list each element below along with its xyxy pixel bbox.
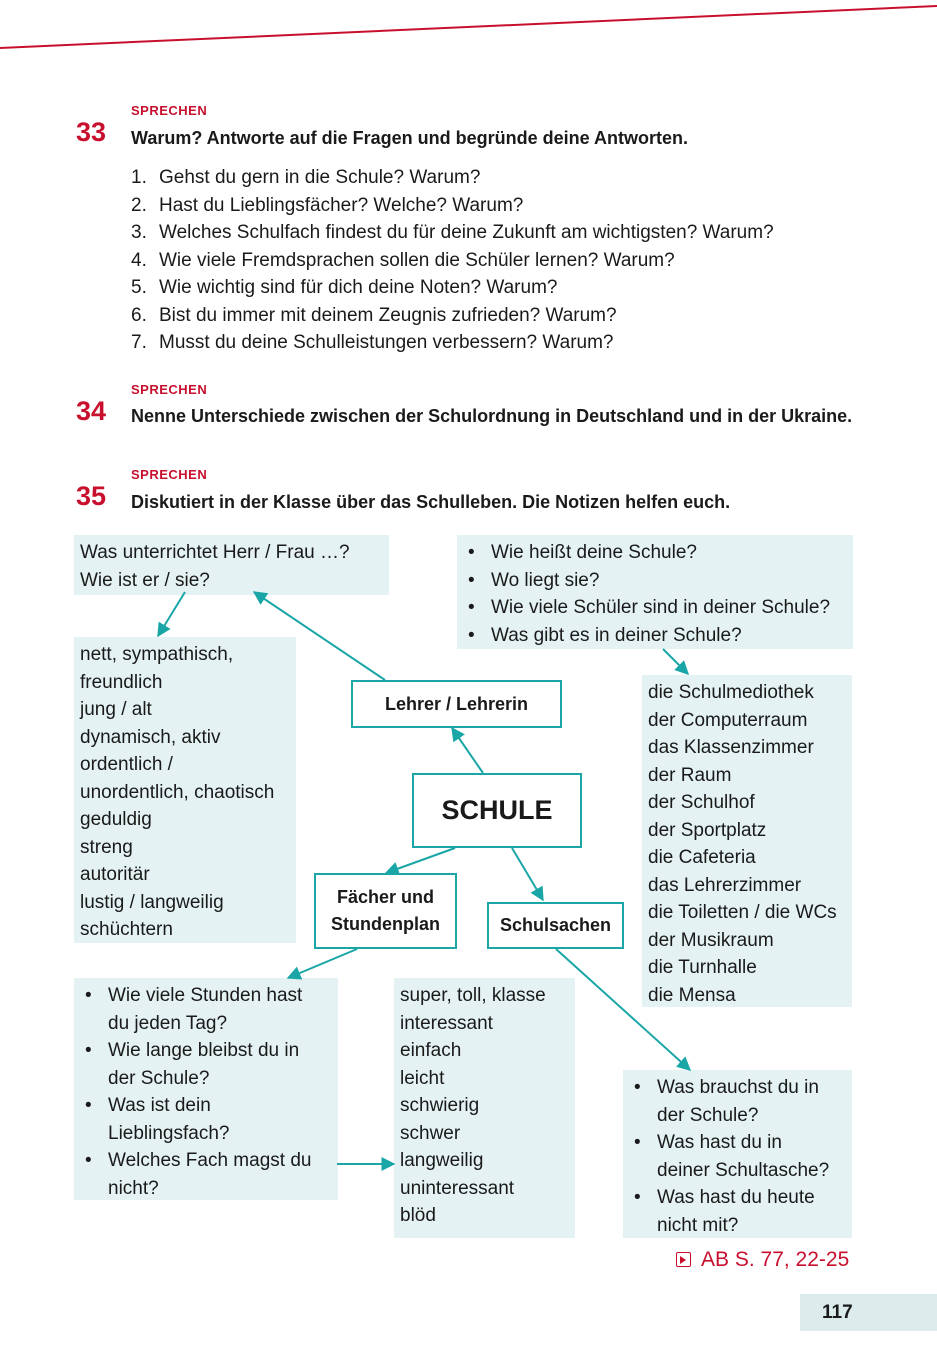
node-subjects bbox=[314, 873, 457, 949]
list-item: • Wie heißt deine Schule? bbox=[463, 539, 847, 567]
text-line: ordentlich / bbox=[80, 754, 173, 775]
arrow bbox=[288, 949, 357, 978]
exercise-35-number: 35 bbox=[76, 481, 107, 511]
text-line: der Musikraum bbox=[648, 929, 774, 951]
exercise-33-tag: SPRECHEN bbox=[131, 103, 208, 118]
list-item: • Was ist dein Lieblingsfach? bbox=[80, 1092, 332, 1147]
question-item: 5. Wie wichtig sind für dich deine Noten? Warum? bbox=[131, 277, 558, 298]
text-line: jung / alt bbox=[80, 699, 152, 720]
question-item: 4. Wie viele Fremdsprachen sollen die Schüler lernen? Warum? bbox=[131, 249, 675, 271]
text-line: autoritär bbox=[80, 864, 150, 885]
arrow bbox=[512, 848, 543, 900]
exercise-33-number: 33 bbox=[76, 117, 107, 147]
text-line: die Toiletten / die WCs bbox=[648, 902, 837, 923]
text-line: nett, sympathisch, bbox=[80, 644, 234, 665]
text-line: die Schulmediothek bbox=[648, 682, 814, 703]
list-item: • Wie viele Stunden hast du jeden Tag? bbox=[80, 982, 332, 1037]
list-item: • Wo liegt sie? bbox=[463, 567, 847, 595]
exercise-33-questions bbox=[131, 164, 774, 357]
header-rule bbox=[0, 0, 937, 60]
workbook-reference[interactable] bbox=[676, 1248, 849, 1272]
list-item: • Was hast du heute nicht mit? bbox=[629, 1184, 846, 1239]
text-line: blöd bbox=[400, 1205, 436, 1226]
question-item: 3. Welches Schulfach findest du für deine Zukunft am wichtigsten? Warum? bbox=[131, 222, 774, 243]
text-line: der Raum bbox=[648, 764, 732, 786]
arrow bbox=[386, 848, 455, 873]
exercise-34-tag: SPRECHEN bbox=[131, 382, 208, 397]
question-item: 7. Musst du deine Schulleistungen verbessern? Warum? bbox=[131, 332, 614, 353]
text-line: schüchtern bbox=[80, 919, 173, 940]
teacher-question-box bbox=[74, 535, 389, 595]
text-line: leicht bbox=[400, 1067, 445, 1089]
text-line: die Cafeteria bbox=[648, 847, 756, 868]
node-subjects-line: Stundenplan bbox=[331, 914, 440, 934]
exercise-35-instruction: Diskutiert in der Klasse über das Schulleben. Die Notizen helfen euch. bbox=[131, 492, 731, 512]
arrow bbox=[663, 649, 688, 674]
text-line: geduldig bbox=[80, 809, 152, 830]
list-item: • Wie lange bleibst du in der Schule? bbox=[80, 1037, 332, 1092]
teacher-adjectives-box bbox=[74, 637, 296, 943]
text-line: einfach bbox=[400, 1040, 462, 1061]
text-line: Was unterrichtet Herr / Frau …? bbox=[80, 542, 350, 563]
arrow bbox=[158, 592, 185, 636]
list-item: • Welches Fach magst du nicht? bbox=[80, 1147, 332, 1202]
subject-adjectives-box bbox=[394, 978, 575, 1238]
node-supplies: Schulsachen bbox=[487, 902, 624, 949]
exercise-34-number: 34 bbox=[76, 396, 107, 426]
subject-questions-box bbox=[74, 978, 338, 1200]
node-subjects-line: Fächer und bbox=[336, 887, 434, 907]
workbook-arrow-icon bbox=[676, 1252, 691, 1267]
exercise-33-instruction: Warum? Antworte auf die Fragen und begründe deine Antworten. bbox=[131, 128, 689, 148]
text-line: interessant bbox=[400, 1012, 493, 1034]
node-teacher: Lehrer / Lehrerin bbox=[351, 680, 562, 728]
text-line: schwer bbox=[400, 1122, 461, 1144]
list-item: • Wie viele Schüler sind in deiner Schule? bbox=[463, 594, 847, 622]
text-line: das Lehrerzimmer bbox=[648, 874, 802, 896]
exercise-34-instruction: Nenne Unterschiede zwischen der Schulordnung in Deutschland und in der Ukraine. bbox=[131, 406, 853, 426]
arrow bbox=[452, 728, 483, 773]
text-line: das Klassenzimmer bbox=[648, 737, 814, 758]
school-questions-box bbox=[457, 535, 853, 649]
node-schule-center: SCHULE bbox=[412, 773, 582, 848]
text-line: freundlich bbox=[80, 671, 163, 693]
text-line: uninteressant bbox=[400, 1177, 515, 1199]
text-line: unordentlich, chaotisch bbox=[80, 781, 275, 803]
question-item: 2. Hast du Lieblingsfächer? Welche? Warum? bbox=[131, 194, 524, 216]
text-line: Wie ist er / sie? bbox=[80, 569, 210, 591]
text-line: lustig / langweilig bbox=[80, 891, 224, 913]
question-item: 6. Bist du immer mit deinem Zeugnis zufrieden? Warum? bbox=[131, 304, 617, 326]
text-line: die Turnhalle bbox=[648, 957, 757, 978]
text-line: der Schulhof bbox=[648, 792, 755, 813]
text-line: die Mensa bbox=[648, 984, 736, 1006]
text-line: der Sportplatz bbox=[648, 819, 767, 841]
list-item: • Was gibt es in deiner Schule? bbox=[463, 622, 847, 650]
supplies-questions-box bbox=[623, 1070, 852, 1238]
school-rooms-box bbox=[642, 675, 852, 1007]
question-item: 1. Gehst du gern in die Schule? Warum? bbox=[131, 167, 481, 188]
workbook-reference-text: AB S. 77, 22-25 bbox=[701, 1248, 850, 1271]
page-number: 117 bbox=[800, 1294, 937, 1331]
text-line: dynamisch, aktiv bbox=[80, 726, 221, 748]
list-item: • Was brauchst du in der Schule? bbox=[629, 1074, 846, 1129]
text-line: schwierig bbox=[400, 1095, 480, 1116]
text-line: der Computerraum bbox=[648, 709, 808, 731]
exercise-35-tag: SPRECHEN bbox=[131, 467, 208, 482]
text-line: super, toll, klasse bbox=[400, 985, 546, 1006]
text-line: langweilig bbox=[400, 1150, 484, 1171]
text-line: streng bbox=[80, 836, 133, 858]
list-item: • Was hast du in deiner Schultasche? bbox=[629, 1129, 846, 1184]
